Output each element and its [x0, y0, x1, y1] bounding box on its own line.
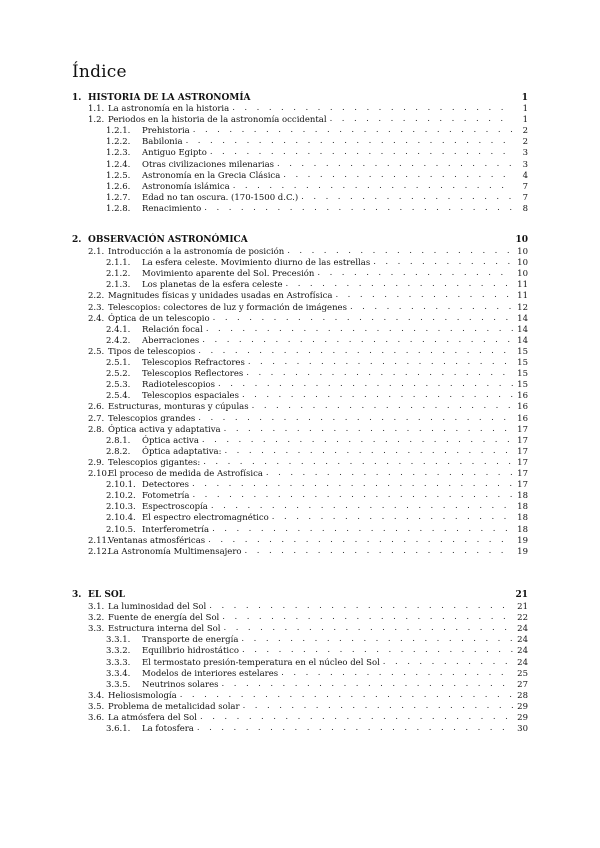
- leader-dots: [222, 679, 513, 690]
- leader-dots: [180, 690, 513, 701]
- toc-number: 1.2.4.: [106, 159, 131, 170]
- toc-title: Astronomía en la Grecia Clásica: [142, 170, 281, 181]
- toc-number: 3.4.: [88, 690, 105, 701]
- toc-page-number: 19: [517, 546, 528, 557]
- toc-title: Transporte de energía: [142, 635, 239, 646]
- toc-page-number: 18: [517, 491, 528, 502]
- toc-number: 3.3.2.: [106, 646, 131, 657]
- toc-title: Óptica adaptativa:: [142, 446, 222, 457]
- leader-dots: [252, 401, 513, 412]
- leader-dots: [218, 379, 513, 390]
- toc-title: Renacimiento: [142, 203, 202, 214]
- toc-number: 2.5.4.: [106, 391, 131, 402]
- toc-title: Telescopios Refractores: [142, 358, 245, 368]
- toc-title: Los planetas de la esfera celeste: [142, 280, 283, 291]
- leader-dots: [208, 535, 513, 546]
- toc-number: 2.12.: [88, 546, 110, 557]
- toc-number: 2.8.1.: [106, 435, 131, 446]
- leader-dots: [212, 524, 513, 535]
- toc-title: Telescopios Reflectores: [142, 369, 244, 380]
- toc-page-number: 16: [517, 402, 528, 413]
- toc-page-number: 1: [521, 93, 528, 103]
- toc-title: Introducción a la astronomía de posición: [108, 247, 285, 257]
- toc-page-number: 1: [522, 104, 528, 114]
- toc-title: Fuente de energía del Sol: [108, 613, 220, 624]
- toc-page-number: 17: [517, 424, 528, 435]
- toc-number: 1.2.1.: [106, 126, 131, 137]
- toc-page-number: 22: [517, 613, 528, 624]
- toc-number: 2.11.: [88, 535, 110, 546]
- toc-title: Problema de metalicidad solar: [108, 701, 240, 712]
- toc-page-number: 14: [517, 335, 528, 346]
- toc-page-number: 12: [517, 302, 528, 313]
- toc-number: 1.: [72, 93, 82, 103]
- leader-dots: [198, 346, 513, 357]
- toc-page-number: 24: [517, 635, 528, 646]
- toc-title: EL SOL: [88, 590, 125, 600]
- leader-dots: [242, 390, 513, 401]
- toc-title: Telescopios grandes: [108, 413, 196, 424]
- leader-dots: [202, 435, 513, 446]
- toc-page-number: 7: [522, 192, 528, 203]
- toc-number: 2.10.5.: [106, 524, 136, 535]
- leader-dots: [243, 701, 513, 712]
- toc-title: Magnitudes físicas y unidades usadas en Astrofísica: [108, 291, 333, 302]
- toc-number: 2.4.2.: [106, 335, 131, 346]
- toc-number: 3.5.: [88, 701, 105, 712]
- leader-dots: [272, 512, 513, 523]
- page-title: Índice: [72, 62, 127, 82]
- toc-title: HISTORIA DE LA ASTRONOMÍA: [88, 93, 251, 103]
- toc-title: La atmósfera del Sol: [108, 713, 197, 723]
- toc-number: 1.2.2.: [106, 137, 131, 148]
- toc-number: 3.3.: [88, 624, 105, 635]
- toc-page-number: 14: [517, 324, 528, 335]
- toc-page-number: 10: [517, 258, 528, 269]
- leader-dots: [204, 203, 513, 214]
- toc-page-number: 16: [517, 413, 528, 424]
- toc-title: OBSERVACIÓN ASTRONÓMICA: [88, 235, 248, 245]
- toc-page-number: 24: [517, 624, 528, 635]
- toc-number: 2.8.2.: [106, 446, 131, 457]
- toc-number: 1.2.3.: [106, 148, 131, 159]
- leader-dots: [373, 257, 513, 268]
- leader-dots: [197, 723, 513, 734]
- toc-title: La Astronomía Multimensajero: [108, 546, 242, 557]
- toc-page-number: 8: [522, 203, 528, 214]
- leader-dots: [200, 712, 513, 723]
- toc-title: Detectores: [142, 480, 190, 491]
- toc-number: 2.10.1.: [106, 480, 136, 491]
- leader-dots: [186, 136, 513, 147]
- leader-dots: [222, 612, 513, 623]
- toc-number: 2.5.1.: [106, 358, 131, 368]
- leader-dots: [283, 170, 513, 181]
- toc-number: 2.3.: [88, 302, 105, 313]
- toc-title: Estructuras, monturas y cúpulas: [108, 402, 249, 413]
- toc-page-number: 3: [522, 148, 528, 159]
- leader-dots: [317, 268, 513, 279]
- toc-page-number: 17: [517, 480, 528, 491]
- toc-page-number: 25: [517, 668, 528, 679]
- leader-dots: [242, 645, 513, 656]
- toc-entry[interactable]: [106, 724, 528, 736]
- toc-number: 3.3.3.: [106, 657, 131, 668]
- toc-title: Óptica activa: [142, 435, 199, 446]
- leader-dots: [301, 192, 513, 203]
- toc-number: 3.2.: [88, 613, 105, 624]
- toc-number: 1.2.8.: [106, 203, 131, 214]
- toc-number: 2.: [72, 235, 82, 245]
- toc-page-number: 17: [517, 457, 528, 468]
- toc-title: Prehistoria: [142, 126, 190, 137]
- leader-dots: [233, 181, 513, 192]
- toc-number: 2.6.: [88, 402, 105, 413]
- toc-number: 1.2.6.: [106, 181, 131, 192]
- leader-dots: [350, 302, 513, 313]
- toc-title: Heliosismología: [108, 690, 177, 701]
- toc-title: Tipos de telescopios: [108, 346, 196, 357]
- toc-page-number: 29: [517, 701, 528, 712]
- toc-number: 3.3.4.: [106, 668, 131, 679]
- leader-dots: [248, 357, 513, 368]
- toc-title: Interferometría: [142, 524, 210, 535]
- toc-page-number: 2: [522, 126, 528, 137]
- leader-dots: [206, 324, 513, 335]
- toc-number: 1.1.: [88, 104, 105, 114]
- toc-page-number: 17: [517, 469, 528, 479]
- toc-page-number: 2: [522, 137, 528, 148]
- leader-dots: [193, 125, 513, 136]
- toc-title: La luminosidad del Sol: [108, 602, 207, 612]
- toc-page-number: 11: [517, 280, 528, 291]
- toc-title: Telescopios espaciales: [142, 391, 239, 402]
- toc-page-number: 27: [517, 679, 528, 690]
- toc-page-number: 4: [522, 170, 528, 181]
- toc-title: Movimiento aparente del Sol. Precesión: [142, 269, 315, 280]
- toc-entry[interactable]: [88, 547, 528, 559]
- toc-title: Modelos de interiores estelares: [142, 668, 279, 679]
- toc-number: 2.1.2.: [106, 269, 131, 280]
- toc-page-number: 21: [517, 602, 528, 612]
- toc-page-number: 21: [515, 590, 528, 600]
- toc-page-number: 11: [517, 291, 528, 302]
- leader-dots: [224, 424, 513, 435]
- toc-page-number: 15: [517, 358, 528, 368]
- toc-number: 2.5.2.: [106, 369, 131, 380]
- toc-number: 3.1.: [88, 602, 105, 612]
- toc-number: 3.: [72, 590, 82, 600]
- toc-page-number: 10: [517, 269, 528, 280]
- toc-number: 2.10.2.: [106, 491, 136, 502]
- leader-dots: [281, 668, 513, 679]
- toc-page-number: 19: [517, 535, 528, 546]
- leader-dots: [202, 335, 513, 346]
- toc-title: El espectro electromagnético: [142, 513, 269, 524]
- leader-dots: [383, 657, 513, 668]
- toc-page-number: 30: [517, 724, 528, 735]
- toc-title: Antiguo Egipto: [142, 148, 207, 159]
- toc-page-number: 14: [517, 313, 528, 324]
- toc-page-number: 18: [517, 524, 528, 535]
- toc-title: El termostato presión-temperatura en el núcleo del Sol: [142, 657, 380, 668]
- toc-title: Fotometría: [142, 491, 190, 502]
- toc-title: La astronomía en la historia: [108, 104, 230, 114]
- toc-number: 2.1.3.: [106, 280, 131, 291]
- toc-number: 2.5.: [88, 346, 105, 357]
- toc-title: Óptica activa y adaptativa: [108, 424, 221, 435]
- toc-number: 2.2.: [88, 291, 105, 302]
- toc-page-number: 17: [517, 435, 528, 446]
- toc-number: 2.10.3.: [106, 502, 136, 513]
- toc-page-number: 15: [517, 380, 528, 391]
- toc-page-number: 3: [522, 159, 528, 170]
- toc-number: 2.10.: [88, 469, 110, 479]
- leader-dots: [224, 623, 513, 634]
- leader-dots: [246, 368, 513, 379]
- leader-dots: [266, 468, 513, 479]
- toc-title: Telescopios: colectores de luz y formación de imágenes: [108, 302, 347, 313]
- leader-dots: [245, 546, 513, 557]
- toc-number: 2.4.1.: [106, 324, 131, 335]
- leader-dots: [213, 313, 513, 324]
- toc-number: 1.2.7.: [106, 192, 131, 203]
- toc-page-number: 7: [522, 181, 528, 192]
- toc-number: 3.6.1.: [106, 724, 131, 735]
- leader-dots: [192, 479, 513, 490]
- toc-number: 2.5.3.: [106, 380, 131, 391]
- toc-page-number: 28: [517, 690, 528, 701]
- toc-title: El proceso de medida de Astrofísica: [108, 469, 263, 479]
- leader-dots: [209, 601, 513, 612]
- toc-page-number: 18: [517, 502, 528, 513]
- toc-title: Telescopios gigantes:: [108, 457, 201, 468]
- toc-title: Relación focal: [142, 324, 203, 335]
- leader-dots: [210, 147, 513, 158]
- toc-number: 2.9.: [88, 457, 105, 468]
- toc-title: Neutrinos solares: [142, 679, 219, 690]
- toc-page-number: 18: [517, 513, 528, 524]
- toc-number: 2.1.1.: [106, 258, 131, 269]
- toc-number: 2.4.: [88, 313, 105, 324]
- toc-title: Espectroscopía: [142, 502, 208, 513]
- leader-dots: [192, 490, 513, 501]
- toc-title: Babilonia: [142, 137, 183, 148]
- toc-number: 2.1.: [88, 247, 105, 257]
- toc-title: La esfera celeste. Movimiento diurno de las estrellas: [142, 258, 371, 269]
- toc-title: Otras civilizaciones milenarias: [142, 159, 275, 170]
- toc-number: 3.6.: [88, 713, 105, 723]
- toc-number: 2.7.: [88, 413, 105, 424]
- leader-dots: [335, 290, 513, 301]
- leader-dots: [287, 246, 513, 257]
- toc-title: Aberraciones: [142, 335, 200, 346]
- toc-page-number: 24: [517, 646, 528, 657]
- toc-page-number: 1: [522, 115, 528, 126]
- toc-page-number: 15: [517, 346, 528, 357]
- toc-page-number: 16: [517, 391, 528, 402]
- toc-title: Astronomía islámica: [142, 181, 230, 192]
- leader-dots: [330, 114, 513, 125]
- toc-number: 1.2.5.: [106, 170, 131, 181]
- toc-title: La fotosfera: [142, 724, 194, 735]
- toc-number: 3.3.1.: [106, 635, 131, 646]
- toc-title: Radiotelescopios: [142, 380, 216, 391]
- leader-dots: [286, 279, 513, 290]
- toc-number: 1.2.: [88, 115, 105, 126]
- toc-entry[interactable]: [106, 204, 528, 216]
- toc-page-number: 17: [517, 446, 528, 457]
- toc-page-number: 15: [517, 369, 528, 380]
- leader-dots: [224, 446, 513, 457]
- toc-number: 3.3.5.: [106, 679, 131, 690]
- toc-title: Ventanas atmosféricas: [108, 535, 206, 546]
- toc-page-number: 29: [517, 713, 528, 723]
- leader-dots: [198, 413, 513, 424]
- toc-title: Periodos en la historia de la astronomía occidental: [108, 115, 327, 126]
- toc-title: Estructura interna del Sol: [108, 624, 221, 635]
- leader-dots: [203, 457, 513, 468]
- leader-dots: [211, 501, 513, 512]
- toc-page-number: 10: [515, 235, 528, 245]
- toc-page-number: 24: [517, 657, 528, 668]
- toc-number: 2.8.: [88, 424, 105, 435]
- leader-dots: [232, 103, 513, 114]
- toc-number: 2.10.4.: [106, 513, 136, 524]
- toc-page-number: 10: [517, 247, 528, 257]
- toc-title: Óptica de un telescopio: [108, 313, 210, 324]
- leader-dots: [241, 634, 513, 645]
- toc-title: Equilibrio hidrostático: [142, 646, 239, 657]
- leader-dots: [277, 159, 513, 170]
- toc-title: Edad no tan oscura. (170-1500 d.C.): [142, 192, 299, 203]
